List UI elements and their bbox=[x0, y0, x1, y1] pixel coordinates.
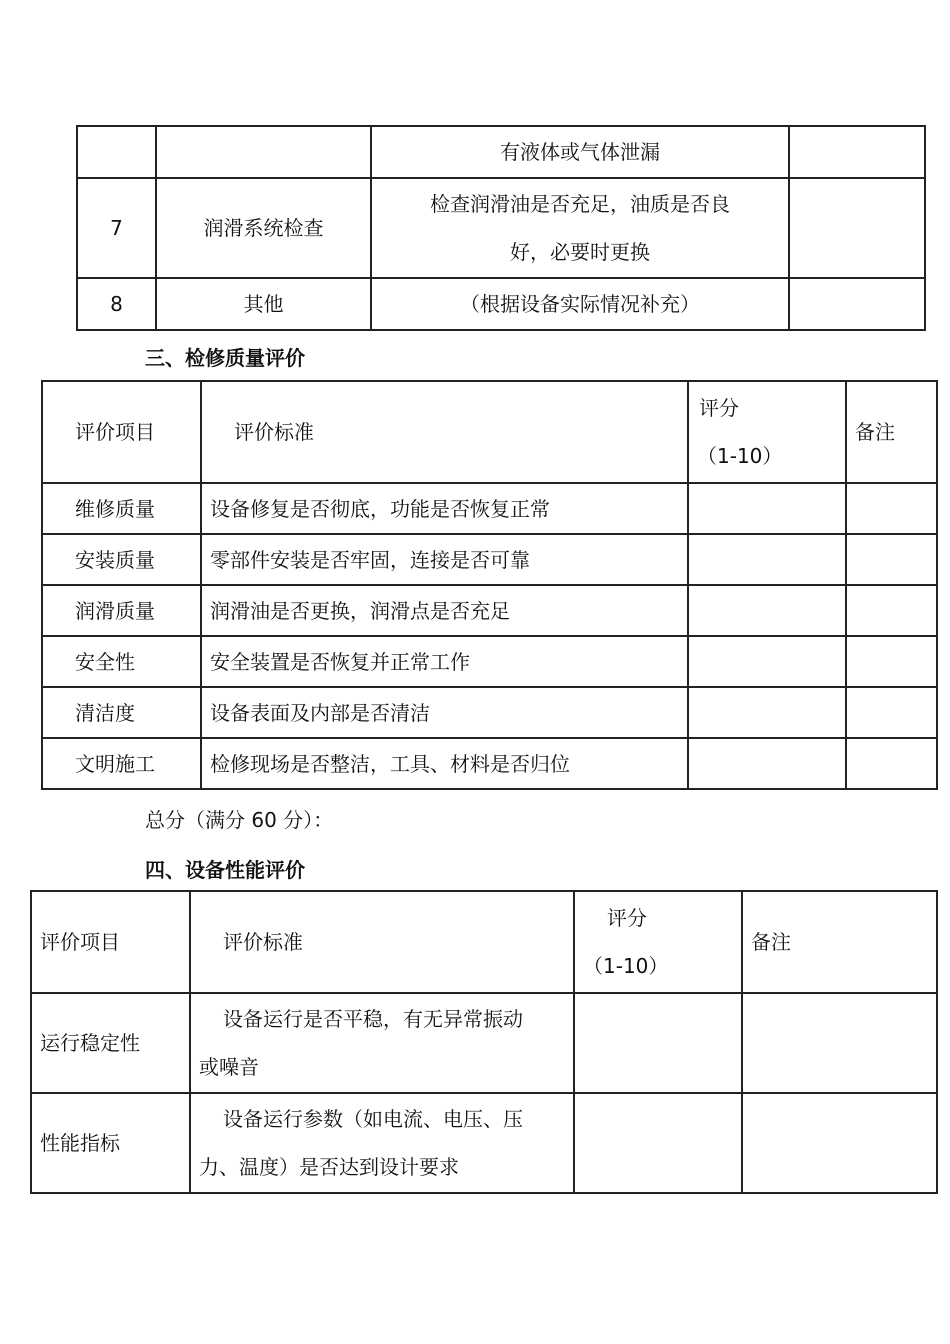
score-cell[interactable] bbox=[688, 534, 846, 585]
header-note: 备注 bbox=[742, 891, 937, 993]
quality-evaluation-table bbox=[41, 380, 938, 790]
header-score bbox=[574, 891, 742, 993]
standard-line: 力、温度）是否达到设计要求 bbox=[199, 1155, 459, 1179]
check-result[interactable] bbox=[789, 126, 925, 178]
table-row bbox=[42, 636, 937, 687]
table-header-row bbox=[31, 891, 937, 993]
table-row bbox=[42, 585, 937, 636]
score-cell[interactable] bbox=[688, 738, 846, 789]
table-row bbox=[42, 534, 937, 585]
eval-standard: 安全装置是否恢复并正常工作 bbox=[201, 636, 688, 687]
table-row bbox=[42, 738, 937, 789]
row-number bbox=[77, 126, 156, 178]
table-row bbox=[42, 483, 937, 534]
table-row bbox=[42, 687, 937, 738]
score-cell[interactable] bbox=[574, 993, 742, 1093]
eval-standard: 设备修复是否彻底，功能是否恢复正常 bbox=[201, 483, 688, 534]
score-cell[interactable] bbox=[688, 687, 846, 738]
eval-standard: 设备表面及内部是否清洁 bbox=[201, 687, 688, 738]
check-content bbox=[371, 178, 789, 278]
table-row bbox=[77, 278, 925, 330]
check-item bbox=[156, 126, 371, 178]
section-title: 三、检修质量评价 bbox=[145, 346, 305, 370]
table-row bbox=[77, 178, 925, 278]
score-cell[interactable] bbox=[688, 585, 846, 636]
note-cell[interactable] bbox=[846, 534, 937, 585]
row-number: 7 bbox=[77, 178, 156, 278]
eval-item: 维修质量 bbox=[42, 483, 201, 534]
eval-standard bbox=[190, 993, 574, 1093]
content-line: 好，必要时更换 bbox=[510, 240, 650, 264]
table-row bbox=[77, 126, 925, 178]
header-item: 评价项目 bbox=[42, 381, 201, 483]
table-row bbox=[31, 1093, 937, 1193]
eval-item: 文明施工 bbox=[42, 738, 201, 789]
row-number: 8 bbox=[77, 278, 156, 330]
section-title: 四、设备性能评价 bbox=[145, 858, 305, 882]
eval-item: 润滑质量 bbox=[42, 585, 201, 636]
note-cell[interactable] bbox=[742, 993, 937, 1093]
check-result[interactable] bbox=[789, 278, 925, 330]
performance-evaluation-table bbox=[30, 890, 938, 1194]
content-line: 检查润滑油是否充足，油质是否良 bbox=[430, 192, 730, 216]
header-standard: 评价标准 bbox=[201, 381, 688, 483]
eval-standard bbox=[190, 1093, 574, 1193]
check-item: 其他 bbox=[156, 278, 371, 330]
header-item: 评价项目 bbox=[31, 891, 190, 993]
score-range: （1-10） bbox=[583, 954, 669, 978]
note-cell[interactable] bbox=[846, 483, 937, 534]
inspection-table bbox=[76, 125, 926, 331]
score-range: （1-10） bbox=[697, 444, 783, 468]
check-result[interactable] bbox=[789, 178, 925, 278]
score-label: 评分 bbox=[607, 906, 647, 930]
total-score-label: 总分（满分 60 分）： bbox=[145, 808, 334, 832]
eval-item: 运行稳定性 bbox=[31, 993, 190, 1093]
eval-standard: 零部件安装是否牢固，连接是否可靠 bbox=[201, 534, 688, 585]
eval-item: 清洁度 bbox=[42, 687, 201, 738]
header-note: 备注 bbox=[846, 381, 937, 483]
standard-line: 设备运行参数（如电流、电压、压 bbox=[223, 1107, 523, 1131]
check-content: 有液体或气体泄漏 bbox=[371, 126, 789, 178]
note-cell[interactable] bbox=[742, 1093, 937, 1193]
eval-standard: 检修现场是否整洁，工具、材料是否归位 bbox=[201, 738, 688, 789]
check-item: 润滑系统检查 bbox=[156, 178, 371, 278]
note-cell[interactable] bbox=[846, 738, 937, 789]
table-header-row bbox=[42, 381, 937, 483]
table-row bbox=[31, 993, 937, 1093]
note-cell[interactable] bbox=[846, 687, 937, 738]
standard-line: 或噪音 bbox=[199, 1055, 259, 1079]
score-cell[interactable] bbox=[574, 1093, 742, 1193]
eval-item: 安装质量 bbox=[42, 534, 201, 585]
note-cell[interactable] bbox=[846, 636, 937, 687]
eval-standard: 润滑油是否更换，润滑点是否充足 bbox=[201, 585, 688, 636]
standard-line: 设备运行是否平稳，有无异常振动 bbox=[223, 1007, 523, 1031]
header-standard: 评价标准 bbox=[190, 891, 574, 993]
score-label: 评分 bbox=[699, 396, 739, 420]
score-cell[interactable] bbox=[688, 636, 846, 687]
header-score bbox=[688, 381, 846, 483]
eval-item: 性能指标 bbox=[31, 1093, 190, 1193]
score-cell[interactable] bbox=[688, 483, 846, 534]
check-content: （根据设备实际情况补充） bbox=[371, 278, 789, 330]
eval-item: 安全性 bbox=[42, 636, 201, 687]
note-cell[interactable] bbox=[846, 585, 937, 636]
